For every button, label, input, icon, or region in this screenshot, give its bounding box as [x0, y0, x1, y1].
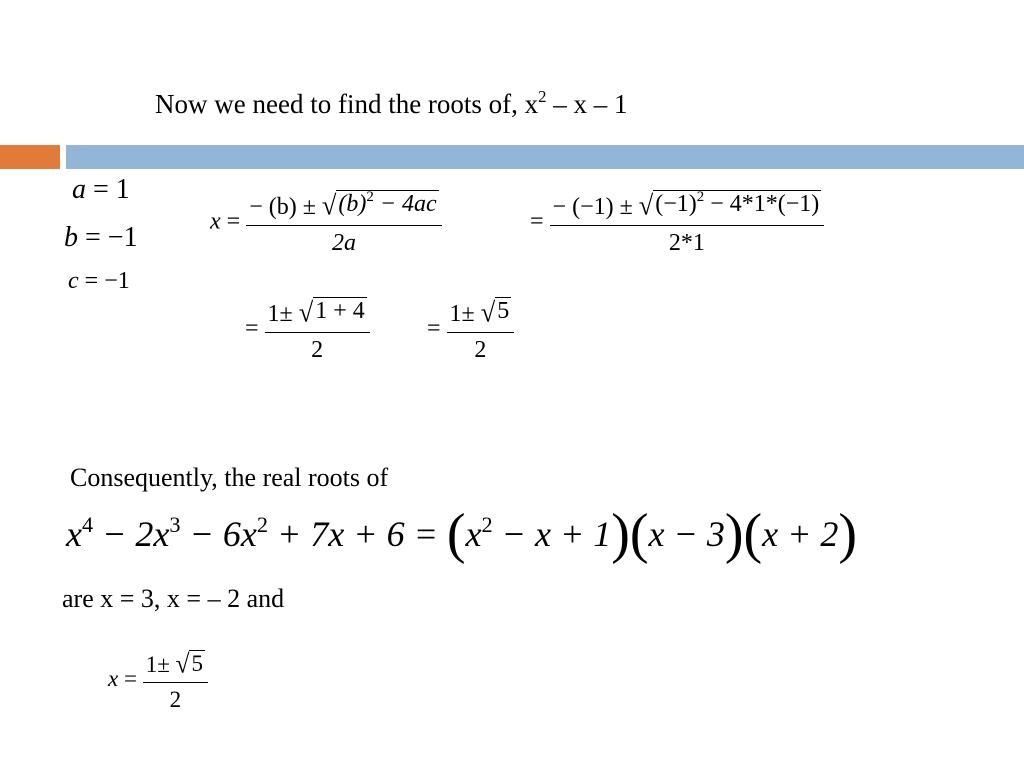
consequently-text: Consequently, the real roots of	[70, 463, 389, 492]
simplified-step-1: = 1± √ 1 + 4 2	[245, 295, 370, 365]
coef-c: c = −1	[68, 268, 130, 294]
coef-a: a = 1	[72, 174, 130, 205]
slide-title: Now we need to find the roots of, $x^2$ – x – 1	[155, 87, 628, 119]
quadratic-formula: x = − (b) ± √ $(b)^2 - 4ac$ 2a	[210, 188, 442, 258]
simplified-step-2: = 1± √ 5 2	[427, 295, 514, 365]
header-bar	[66, 145, 1024, 169]
accent-bar	[0, 145, 60, 169]
polynomial-factorization: $x^4 - 2x^3 - 6x^2 + 7x + 6 = (x^2 - x + 1)(x - 3)(x + 2)$	[66, 503, 858, 565]
coef-b: b = −1	[64, 222, 138, 253]
roots-text: are x = 3, x = – 2 and	[62, 584, 285, 613]
substituted-formula: = − (−1) ± √ $(-1)^2 - 4*1*(-1)$ 2*1	[530, 188, 824, 258]
final-root-formula: x = 1± √ 5 2	[108, 648, 208, 713]
